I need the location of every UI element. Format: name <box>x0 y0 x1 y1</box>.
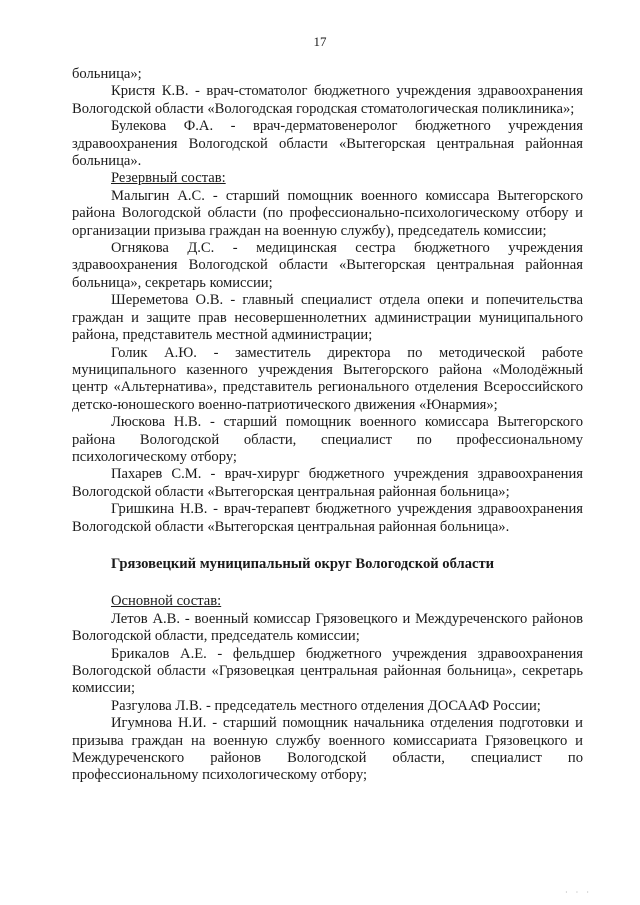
paragraph: Малыгин А.С. - старший помощник военного комиссара Вытегорского района Вологодской области (по профессионально-психологическому отбору и организации призыва граждан на военную службу), председатель комиссии; <box>72 187 583 239</box>
section-heading: Грязовецкий муниципальный округ Вологодской области <box>111 555 495 572</box>
document-body <box>72 66 583 785</box>
paragraph: Разгулова Л.В. - председатель местного отделения ДОСААФ России; <box>111 697 541 714</box>
paragraph: Голик А.Ю. - заместитель директора по методической работе муниципального казенного учреждения Вытегорского района «Молодёжный центр «Альтернатива», представитель регионального отделения Всероссийского детско-юношеского военно-патриотического движения «Юнармия»; <box>72 344 583 413</box>
paragraph: Летов А.В. - военный комиссар Грязовецкого и Междуреченского районов Вологодской области, председатель комиссии; <box>72 610 583 645</box>
paragraph: Игумнова Н.И. - старший помощник начальника отделения подготовки и призыва граждан на военную службу военного комиссариата Грязовецкого и Междуреченского районов Вологодской области, специалист по профессиональному психологическому отбору; <box>72 715 583 784</box>
main-label: Основной состав: <box>111 593 222 610</box>
paragraph: Брикалов А.Е. - фельдшер бюджетного учреждения здравоохранения Вологодской области «Грязовецкая центральная районная больница», секретарь комиссии; <box>72 645 583 697</box>
reserve-label: Резервный состав: <box>111 170 226 187</box>
paragraph: Пахарев С.М. - врач-хирург бюджетного учреждения здравоохранения Вологодской области «Вытегорская центральная районная больница»; <box>72 466 583 500</box>
paragraph: больница»; <box>72 66 142 82</box>
paragraph: Огнякова Д.С. - медицинская сестра бюджетного учреждения здравоохранения Вологодской области «Вытегорская центральная районная больница», секретарь комиссии; <box>72 240 583 291</box>
paragraph: Кристя К.В. - врач-стоматолог бюджетного учреждения здравоохранения Вологодской области «Вологодская городская стоматологическая поликлиника»; <box>72 83 583 117</box>
paragraph: Шереметова О.В. - главный специалист отдела опеки и попечительства граждан и защите прав несовершеннолетних администрации муниципального района, представитель местной администрации; <box>72 292 583 344</box>
paragraph: Булекова Ф.А. - врач-дерматовенеролог бюджетного учреждения здравоохранения Вологодской области «Вытегорская центральная районная больница». <box>72 118 583 170</box>
page-number: 17 <box>313 34 327 49</box>
paragraph: Люскова Н.В. - старший помощник военного комиссара Вытегорского района Вологодской области, специалист по профессиональному психологическому отбору; <box>72 414 583 465</box>
paragraph: Гришкина Н.В. - врач-терапевт бюджетного учреждения здравоохранения Вологодской области «Вытегорская центральная районная больница». <box>72 501 583 535</box>
scan-artifact: · · · <box>565 887 592 897</box>
